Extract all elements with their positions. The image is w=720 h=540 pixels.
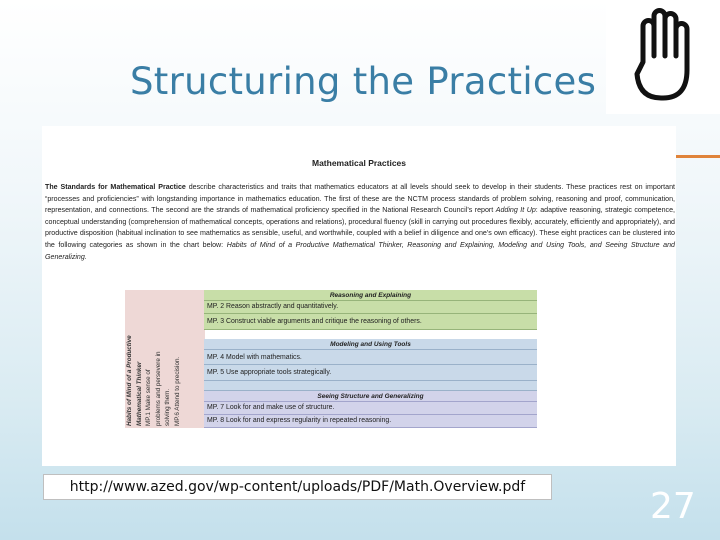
categories-line: Habits of Mind of a Productive Mathematical Thinker, Reasoning and Explaining, Modeling and Using Tools, and Seeing Structure and Generalizing.: [45, 240, 676, 261]
page-number: 27: [650, 486, 696, 527]
hand-icon-box: [606, 0, 720, 114]
group-header-structure: Seeing Structure and Generalizing: [204, 391, 537, 402]
source-url[interactable]: http://www.azed.gov/wp-content/uploads/PDF/Math.Overview.pdf: [43, 474, 552, 500]
mp5-row: MP. 5 Use appropriate tools strategically.: [204, 365, 537, 381]
document-paragraph: [45, 182, 675, 263]
mp1-line-1: MP.1 Make sense of: [145, 369, 153, 426]
modeling-spacer: [204, 381, 537, 391]
mp8-row: MP. 8 Look for and express regularity in repeated reasoning.: [204, 415, 537, 428]
mp6-line: MP.6 Attend to precision.: [173, 356, 181, 426]
mp1-line-2: problems and persevere in: [154, 351, 162, 426]
habits-of-mind-column: [125, 290, 205, 428]
habits-title-line-2: Mathematical Thinker: [135, 361, 143, 426]
paragraph-body-1: describe characteristics and traits that mathematics educators at all levels should seek to develop in their students. These practices rest on important “processes and proficiencies” with longstanding importance in mathematics education. The first of these are the NCTM process standards of problem solving, reasoning and proof, communication, representation, and connections. The second are the strands of mathematical proficiency specified in the National Research Council’s report: [45, 183, 675, 215]
document-title: Mathematical Practices: [311, 158, 407, 168]
habits-title-line-1: Habits of Mind of a Productive: [126, 335, 133, 426]
group-header-reasoning: Reasoning and Explaining: [204, 290, 537, 301]
mp1-line-3: solving them.: [164, 388, 172, 426]
paragraph-lead: The Standards for Mathematical Practice: [45, 183, 186, 191]
accent-rule: [676, 155, 720, 158]
mp3-row: MP. 3 Construct viable arguments and critique the reasoning of others.: [204, 314, 537, 330]
raised-hand-icon: [606, 0, 720, 114]
document-excerpt: [42, 126, 676, 466]
mp2-row: MP. 2 Reason abstractly and quantitatively.: [204, 301, 537, 314]
report-title: Adding It Up: [495, 206, 536, 215]
mp7-row: MP. 7 Look for and make use of structure.: [204, 402, 537, 415]
mp4-row: MP. 4 Model with mathematics.: [204, 350, 537, 365]
paragraph-body-2: : adaptive reasoning, strategic competence, conceptual understanding (comprehension of mathematical concepts, operations and relations), procedural fluency (skill in carrying out procedures flexibly, accurately, efficiently and appropriately), and productive disposition (habitual inclination to see mathematics as sensible, useful, and worthwhile, coupled with a belief in diligence and one’s own efficacy). These eight practices can be clustered into the following categories as shown in the chart below:: [45, 206, 675, 249]
group-header-modeling: Modeling and Using Tools: [204, 339, 537, 350]
practices-chart: [125, 290, 537, 428]
slide-title: Structuring the Practices: [130, 60, 597, 103]
